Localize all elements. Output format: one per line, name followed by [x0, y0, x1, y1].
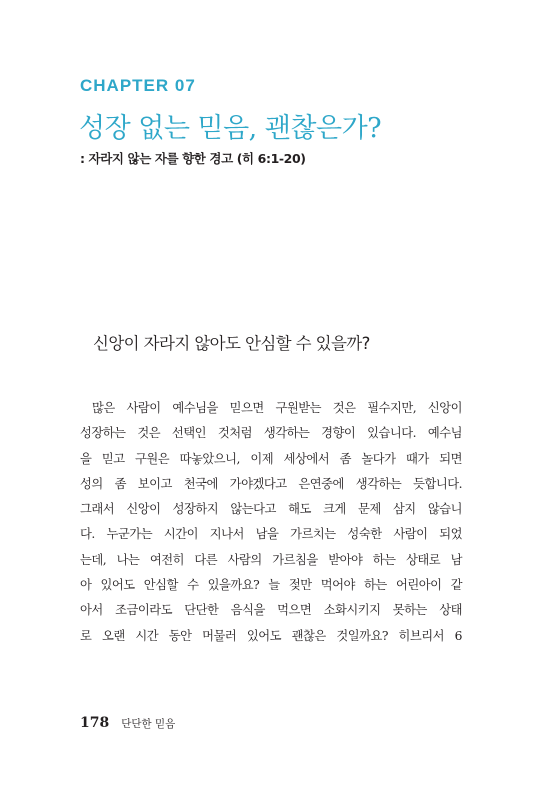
section-heading: 신앙이 자라지 않아도 안심할 수 있을까? [93, 334, 370, 353]
body-line: 을 믿고 구원은 따놓았으니, 이제 세상에서 좀 놀다가 때가 되면 [80, 451, 462, 466]
book-title: 단단한 믿음 [121, 718, 176, 730]
body-line: 아 있어도 안심할 수 있을까요? 늘 젖만 먹어야 하는 어린아이 같 [80, 578, 462, 593]
body-line: 아서 조금이라도 단단한 음식을 먹으면 소화시키지 못하는 상태 [80, 603, 462, 618]
body-line: 성장하는 것은 선택인 것처럼 생각하는 경향이 있습니다. 예수님 [80, 426, 462, 441]
body-line: 는데, 나는 여전히 다른 사람의 가르침을 받아야 하는 상태로 남 [80, 552, 462, 567]
body-line: 그래서 신앙이 성장하지 않는다고 해도 크게 문제 삼지 않습니 [80, 502, 462, 517]
body-paragraph [80, 396, 462, 649]
page-footer [80, 714, 175, 732]
body-line: 성의 좀 보이고 천국에 가야겠다고 은연중에 생각하는 듯합니다. [80, 476, 462, 491]
chapter-subtitle: : 자라지 않는 자를 향한 경고 (히 6:1-20) [80, 151, 306, 166]
page-number: 178 [80, 715, 110, 731]
body-line: 로 오랜 시간 동안 머물러 있어도 괜찮은 것일까요? 히브리서 6 [80, 628, 462, 643]
chapter-title: 성장 없는 믿음, 괜찮은가? [79, 113, 382, 144]
chapter-label: CHAPTER 07 [80, 76, 196, 95]
body-line: 다. 누군가는 시간이 지나서 남을 가르치는 성숙한 사람이 되었 [80, 527, 462, 542]
body-line: 많은 사람이 예수님을 믿으면 구원받는 것은 필수지만, 신앙이 [92, 401, 462, 415]
